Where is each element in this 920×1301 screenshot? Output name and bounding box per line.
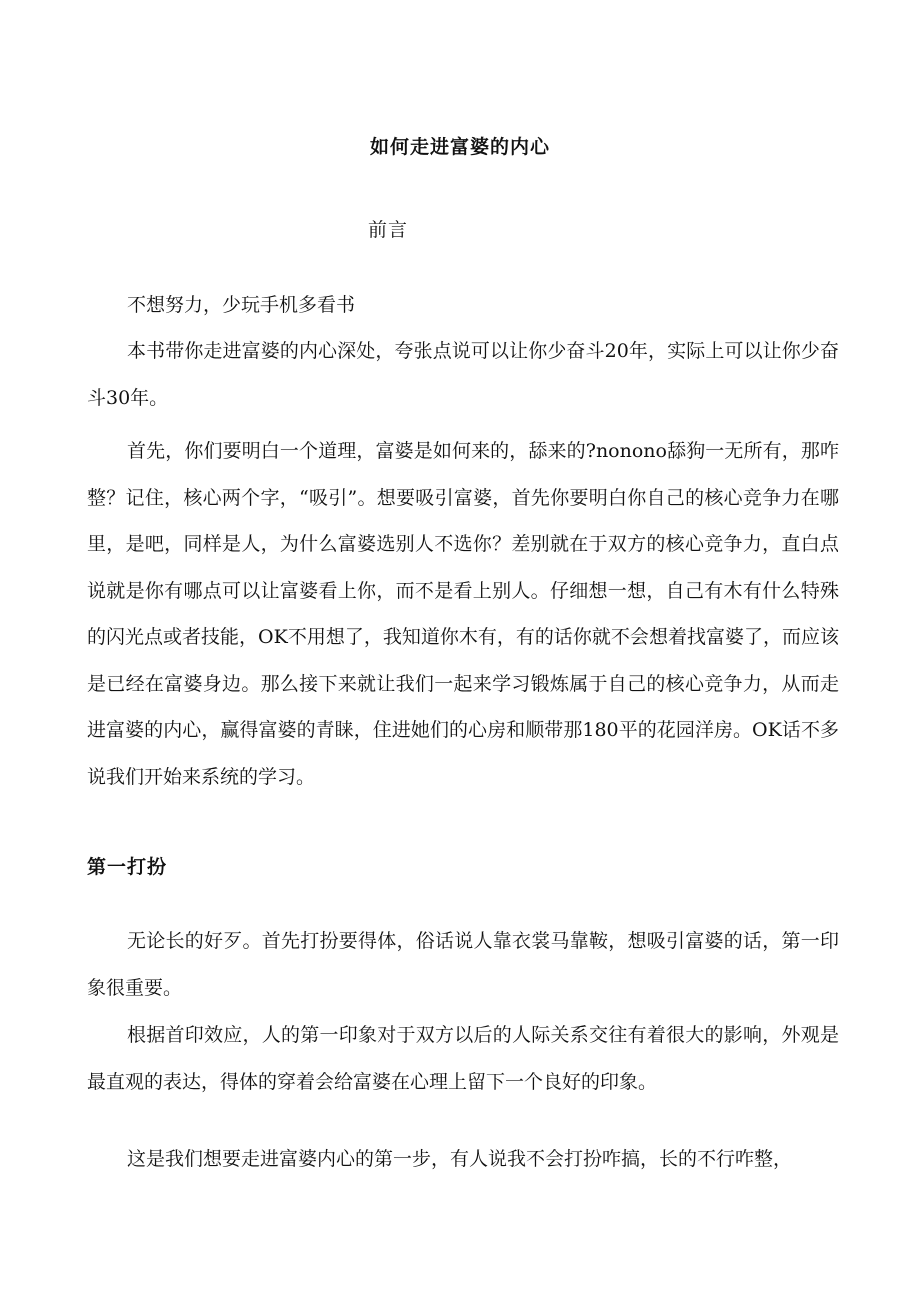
- section-paragraph-1: 无论长的好歹。首先打扮要得体，俗话说人靠衣裳马靠鞍，想吸引富婆的话，第一印象很重要。: [87, 930, 839, 999]
- section-heading: 第一打扮: [87, 856, 168, 878]
- intro-paragraph-3: 首先，你们要明白一个道理，富婆是如何来的，舔来的?nonono舔狗一无所有，那咋整？记住，核心两个字，“吸引”。想要吸引富婆，首先你要明白你自己的核心竞争力在哪里，是吧，同样是人，为什么富婆选别人不选你？差别就在于双方的核心竞争力，直白点说就是你有哪点可以让富婆看上你，而不是看上别人。仔细想一想，自己有木有什么特殊的闪光点或者技能，OK不用想了，我知道你木有，有的话你就不会想着找富婆了，而应该是已经在富婆身边。那么接下来就让我们一起来学习锻炼属于自己的核心竞争力，从而走进富婆的内心，赢得富婆的青睐，住进她们的心房和顺带那180平的花园洋房。OK话不多说我们开始来系统的学习。: [87, 440, 839, 788]
- intro-paragraph-2: 本书带你走进富婆的内心深处，夸张点说可以让你少奋斗20年，实际上可以让你少奋斗30年。: [87, 340, 839, 409]
- document-title: 如何走进富婆的内心: [369, 136, 550, 158]
- preface-heading: 前言: [368, 219, 409, 241]
- section-paragraph-3: 这是我们想要走进富婆内心的第一步，有人说我不会打扮咋搞，长的不行咋整，: [127, 1148, 793, 1170]
- section-paragraph-2: 根据首印效应，人的第一印象对于双方以后的人际关系交往有着很大的影响，外观是最直观的表达，得体的穿着会给富婆在心理上留下一个良好的印象。: [87, 1024, 839, 1093]
- intro-paragraph-1: 不想努力，少玩手机多看书: [127, 294, 356, 316]
